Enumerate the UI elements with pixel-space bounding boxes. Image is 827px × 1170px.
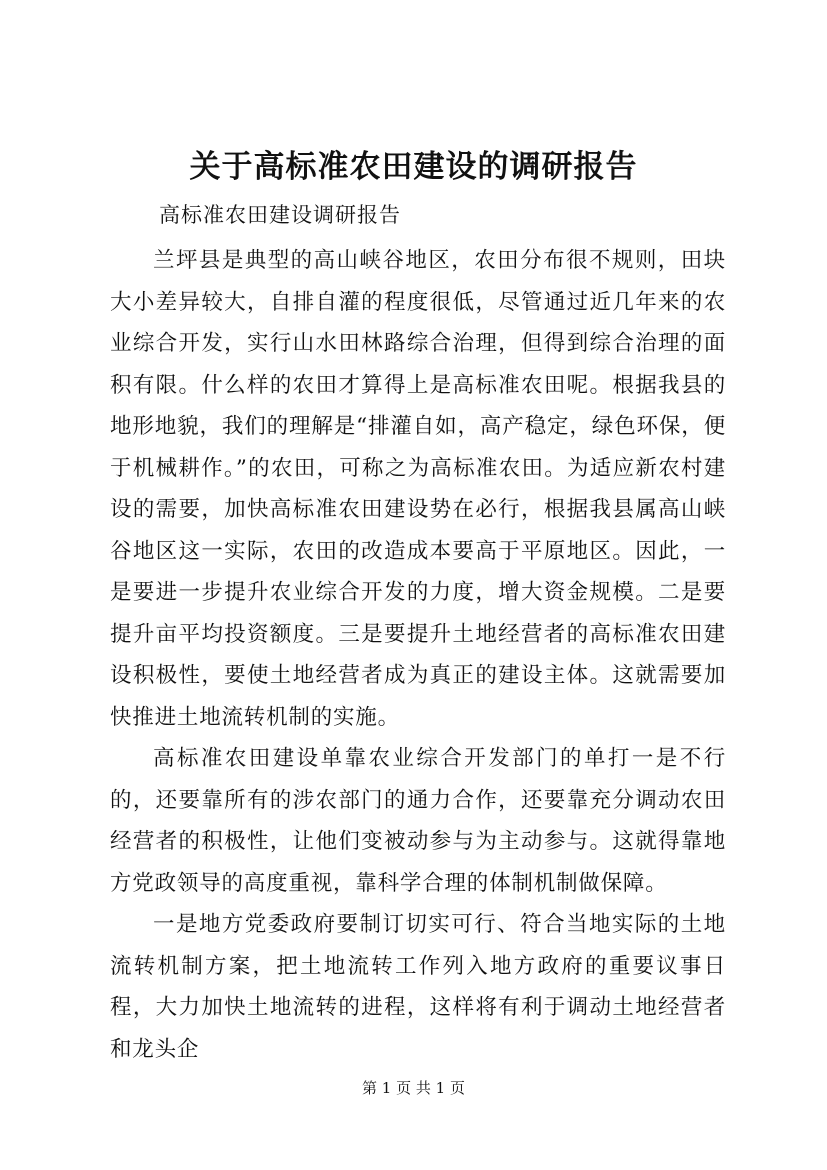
document-subtitle: 高标准农田建设调研报告	[159, 203, 401, 227]
paragraph-3: 一是地方党委政府要制订切实可行、符合当地实际的土地流转机制方案，把土地流转工作列入地方政府的重要议事日程，大力加快土地流转的进程，这样将有利于调动土地经营者和龙头企	[110, 912, 726, 1062]
paragraph-2: 高标准农田建设单靠农业综合开发部门的单打一是不行的，还要靠所有的涉农部门的通力合作，还要靠充分调动农田经营者的积极性，让他们变被动参与为主动参与。这就得靠地方党政领导的高度重视，靠科学合理的体制机制做保障。	[110, 746, 726, 896]
document-body	[110, 240, 726, 1070]
page-number-footer: 第 1 页 共 1 页	[362, 1079, 465, 1097]
document-title: 关于高标准农田建设的调研报告	[189, 149, 638, 185]
paragraph-1: 兰坪县是典型的高山峡谷地区，农田分布很不规则，田块大小差异较大，自排自灌的程度很低，尽管通过近几年来的农业综合开发，实行山水田林路综合治理，但得到综合治理的面积有限。什么样的农田才算得上是高标准农田呢。根据我县的地形地貌，我们的理解是“排灌自如，高产稳定，绿色环保，便于机械耕作。”的农田，可称之为高标准农田。为适应新农村建设的需要，加快高标准农田建设势在必行，根据我县属高山峡谷地区这一实际，农田的改造成本要高于平原地区。因此，一是要进一步提升农业综合开发的力度，增大资金规模。二是要提升亩平均投资额度。三是要提升土地经营者的高标准农田建设积极性，要使土地经营者成为真正的建设主体。这就需要加快推进土地流转机制的实施。	[110, 248, 726, 730]
